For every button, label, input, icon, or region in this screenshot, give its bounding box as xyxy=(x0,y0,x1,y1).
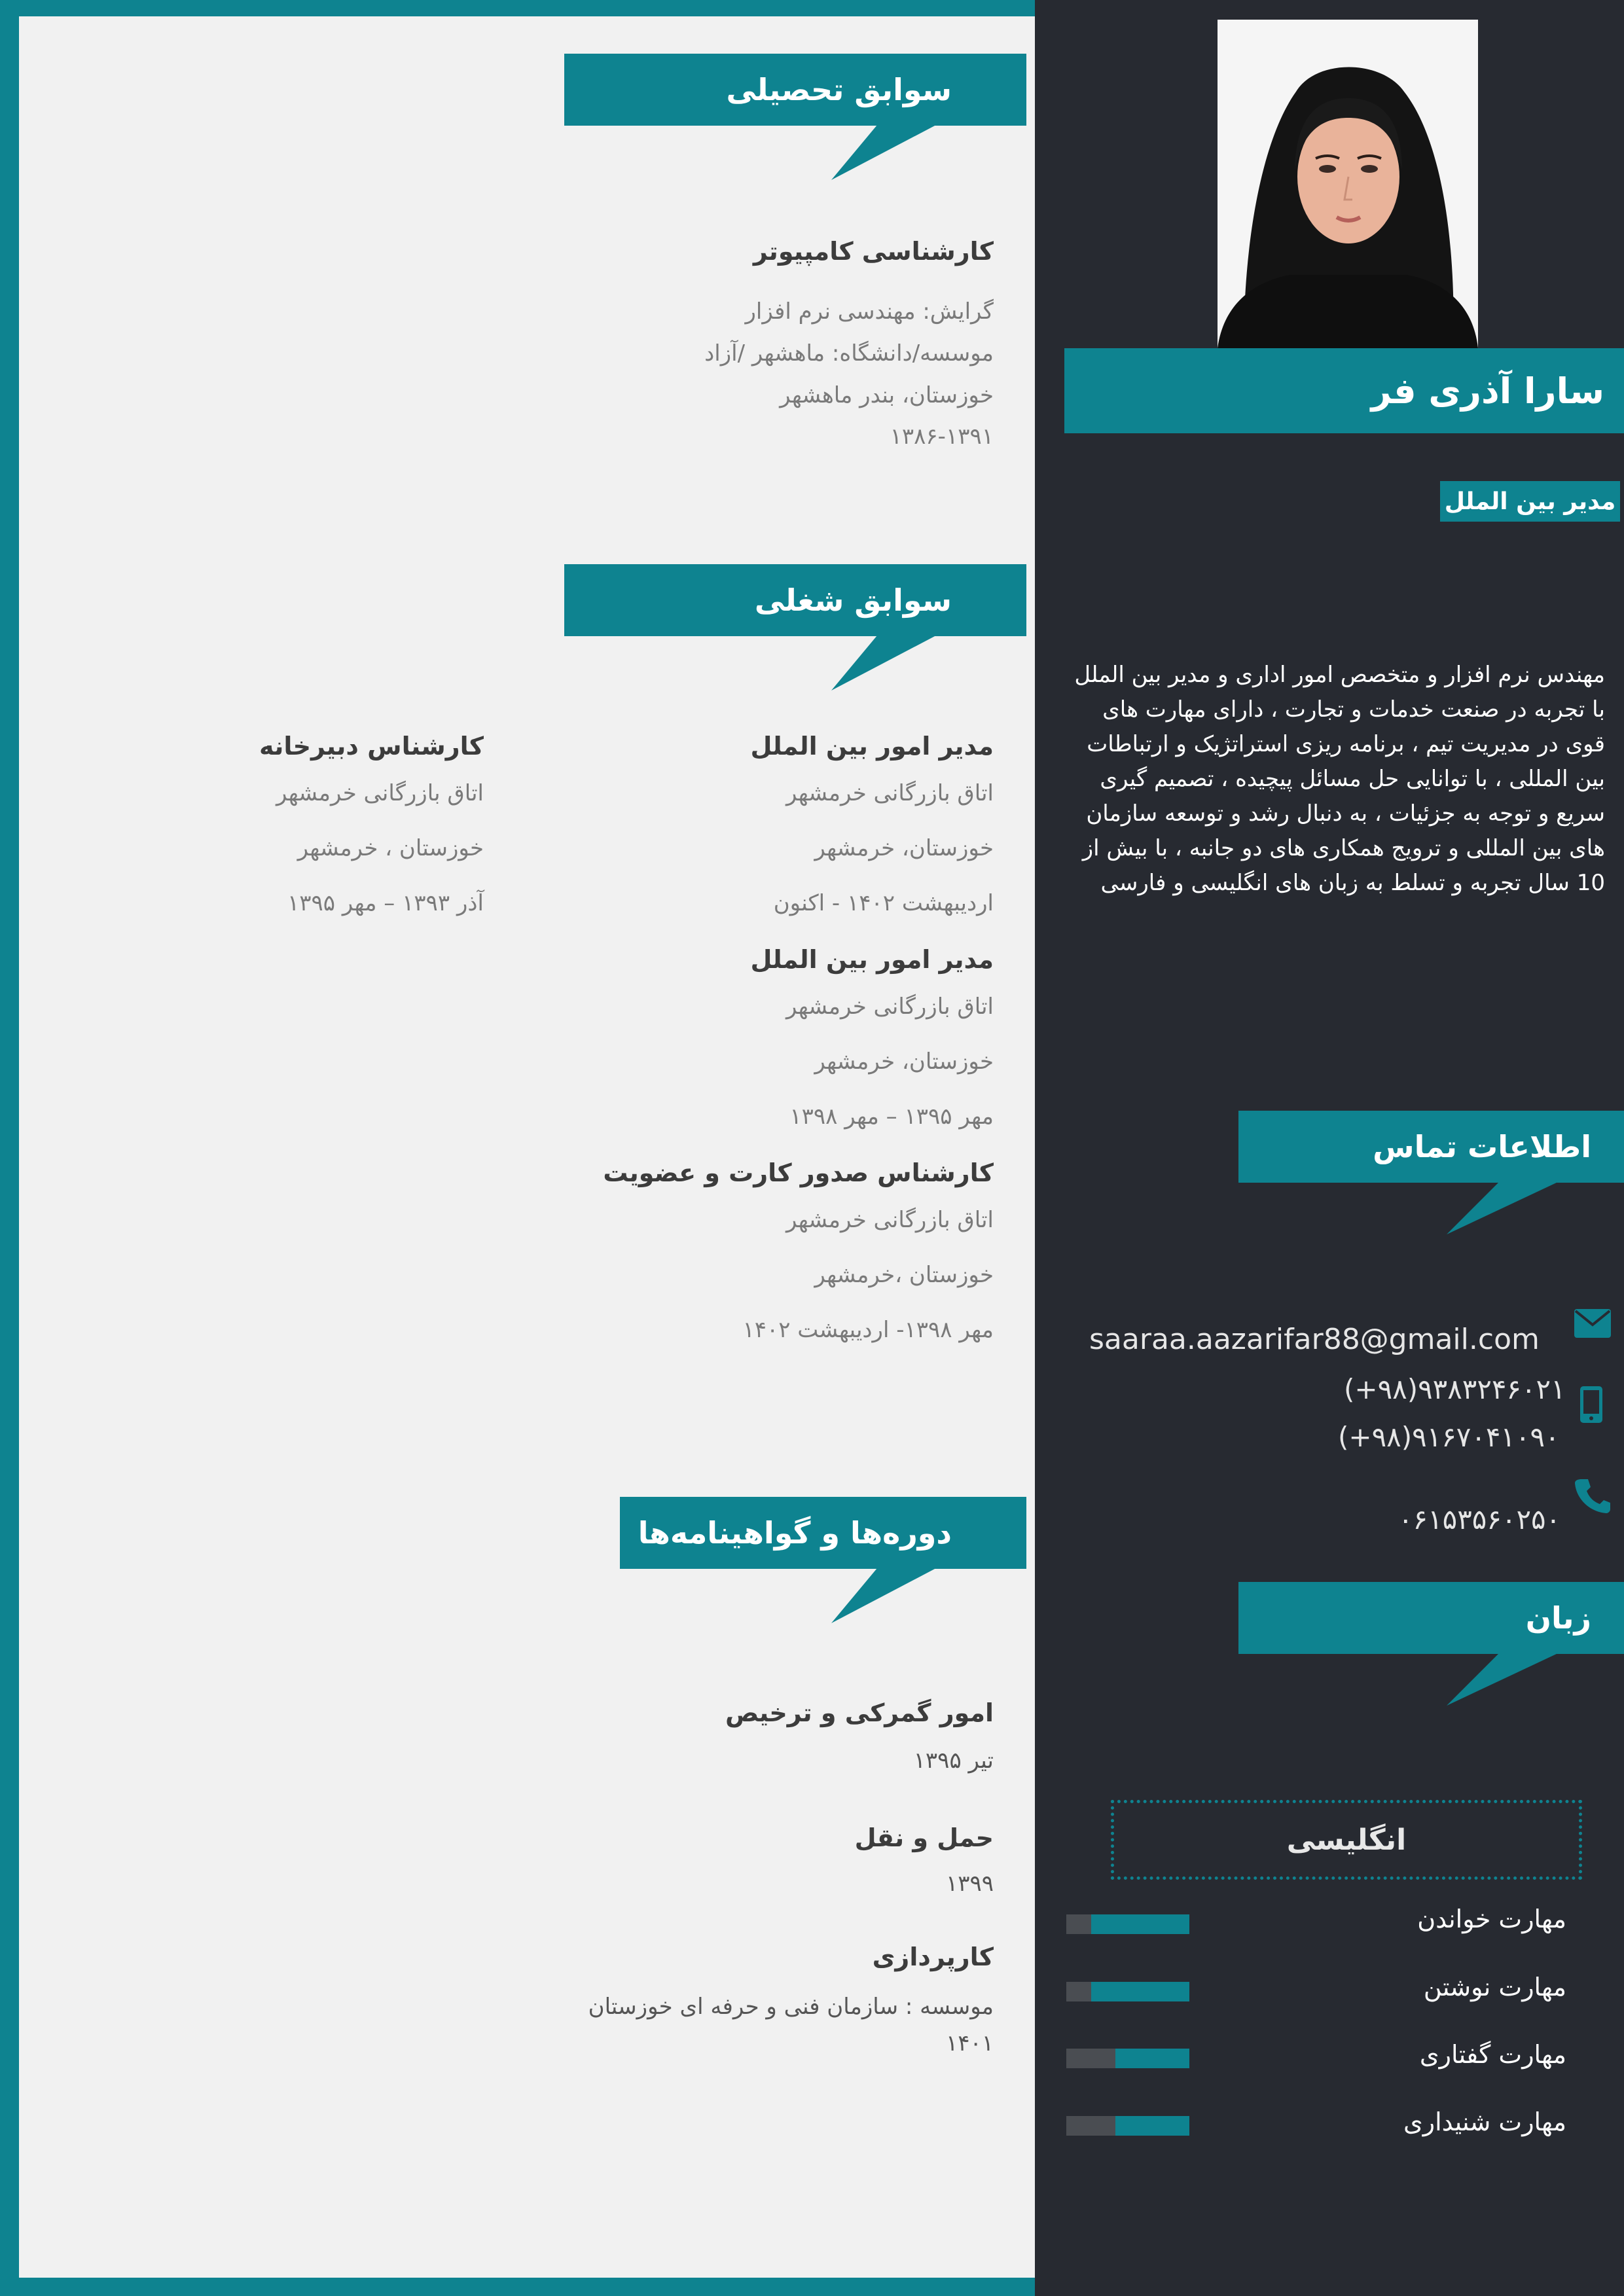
skill-label-reading: مهارت خواندن xyxy=(1417,1905,1566,1933)
education-header: سوابق تحصیلی xyxy=(564,54,1026,126)
education-years: ۱۳۸۶-۱۳۹۱ xyxy=(890,423,994,450)
job-date: اردیبهشت ۱۴۰۲ - اکنون xyxy=(773,890,994,916)
education-field: گرایش: مهندسی نرم افزار xyxy=(745,298,994,325)
skill-bar-reading xyxy=(1066,1914,1189,1934)
job-title: مدیر امور بین الملل xyxy=(750,945,994,974)
contact-phone[interactable]: ۰۶۱۵۳۵۶۰۲۵۰ xyxy=(1398,1503,1561,1535)
education-header-tail xyxy=(831,125,936,180)
course-title: کارپردازی xyxy=(872,1943,994,1971)
course-date: ۱۳۹۹ xyxy=(945,1871,994,1897)
contact-header: اطلاعات تماس xyxy=(1238,1111,1624,1183)
skill-bar-writing xyxy=(1066,1982,1189,2001)
job-org: اتاق بازرگانی خرمشهر xyxy=(785,780,994,806)
profile-about: مهندس نرم افزار و متخصص امور اداری و مدیر بین الملل با تجربه در صنعت خدمات و تجارت ، دارای مهارت های قوی در مدیریت تیم ، برنامه ریزی استراتژیک و ارتباطات بین المللی ، با توانایی حل مسائل پیچیده ، تصمیم گیری سریع و توجه به جزئیات ، به دنبال رشد و توسعه سازمان های بین المللی و ترویج همکاری های دو جانبه ، با بیش از 10 سال تجربه و تسلط به زبان های انگلیسی و فارسی xyxy=(1074,662,1605,896)
language-header-tail xyxy=(1447,1653,1558,1706)
skill-bar-speaking xyxy=(1066,2049,1189,2068)
course-title: حمل و نقل xyxy=(854,1823,994,1852)
portrait-image xyxy=(1218,20,1478,348)
work-header-tail xyxy=(831,636,936,691)
job-date: مهر ۱۳۹۵ – مهر ۱۳۹۸ xyxy=(789,1103,994,1130)
education-institution: موسسه/دانشگاه: ماهشهر /آزاد xyxy=(704,340,994,367)
mobile-icon xyxy=(1580,1386,1602,1423)
job-place: خوزستان ،خرمشهر xyxy=(814,1262,994,1288)
job-place: خوزستان، خرمشهر xyxy=(814,835,994,861)
courses-header: دوره‌ها و گواهینامه‌ها xyxy=(620,1497,1026,1569)
education-degree: کارشناسی کامپیوتر xyxy=(753,237,994,266)
job-org: اتاق بازرگانی خرمشهر xyxy=(785,994,994,1020)
contact-mobile-2[interactable]: (+۹۸)۹۱۶۷۰۴۱۰۹۰ xyxy=(1338,1421,1560,1453)
work-header: سوابق شغلی xyxy=(564,564,1026,636)
job-title: مدیر امور بین الملل xyxy=(750,732,994,761)
profile-role-badge: مدیر بین الملل xyxy=(1440,481,1620,522)
contact-mobile-1[interactable]: (+۹۸)۹۳۸۳۲۴۶۰۲۱ xyxy=(1344,1373,1566,1405)
envelope-icon xyxy=(1574,1309,1611,1338)
phone-icon xyxy=(1574,1477,1610,1513)
job-org: اتاق بازرگانی خرمشهر xyxy=(785,1207,994,1233)
skill-label-writing: مهارت نوشتن xyxy=(1423,1973,1566,2001)
job-title: کارشناس دبیرخانه xyxy=(259,732,484,761)
profile-name: سارا آذری فر xyxy=(1064,348,1624,433)
profile-photo xyxy=(1218,20,1478,348)
language-header: زبان xyxy=(1238,1582,1624,1654)
skill-label-speaking: مهارت گفتاری xyxy=(1419,2040,1566,2069)
skill-bar-fill xyxy=(1115,2049,1189,2068)
course-institution: موسسه : سازمان فنی و حرفه ای خوزستان xyxy=(588,1994,994,2020)
skill-bar-fill xyxy=(1091,1914,1189,1934)
education-location: خوزستان، بندر ماهشهر xyxy=(780,382,994,408)
job-date: آذر ۱۳۹۳ – مهر ۱۳۹۵ xyxy=(287,890,484,916)
skill-bar-fill xyxy=(1091,1982,1189,2001)
job-title: کارشناس صدور کارت و عضویت xyxy=(603,1158,994,1187)
job-place: خوزستان، خرمشهر xyxy=(814,1049,994,1075)
language-name-box: انگلیسی xyxy=(1111,1800,1582,1880)
skill-bar-listening xyxy=(1066,2116,1189,2136)
course-date: ۱۴۰۱ xyxy=(945,2030,994,2056)
courses-header-tail xyxy=(831,1568,936,1623)
contact-email[interactable]: saaraa.aazarifar88@gmail.com xyxy=(1089,1323,1540,1356)
job-date: مهر ۱۳۹۸- اردیبهشت ۱۴۰۲ xyxy=(742,1317,994,1343)
job-org: اتاق بازرگانی خرمشهر xyxy=(276,780,484,806)
job-place: خوزستان ، خرمشهر xyxy=(297,835,484,861)
contact-header-tail xyxy=(1447,1182,1558,1234)
skill-bar-fill xyxy=(1115,2116,1189,2136)
course-date: تیر ۱۳۹۵ xyxy=(913,1748,994,1774)
course-title: امور گمرکی و ترخیص xyxy=(725,1698,994,1727)
skill-label-listening: مهارت شنیداری xyxy=(1403,2108,1566,2136)
